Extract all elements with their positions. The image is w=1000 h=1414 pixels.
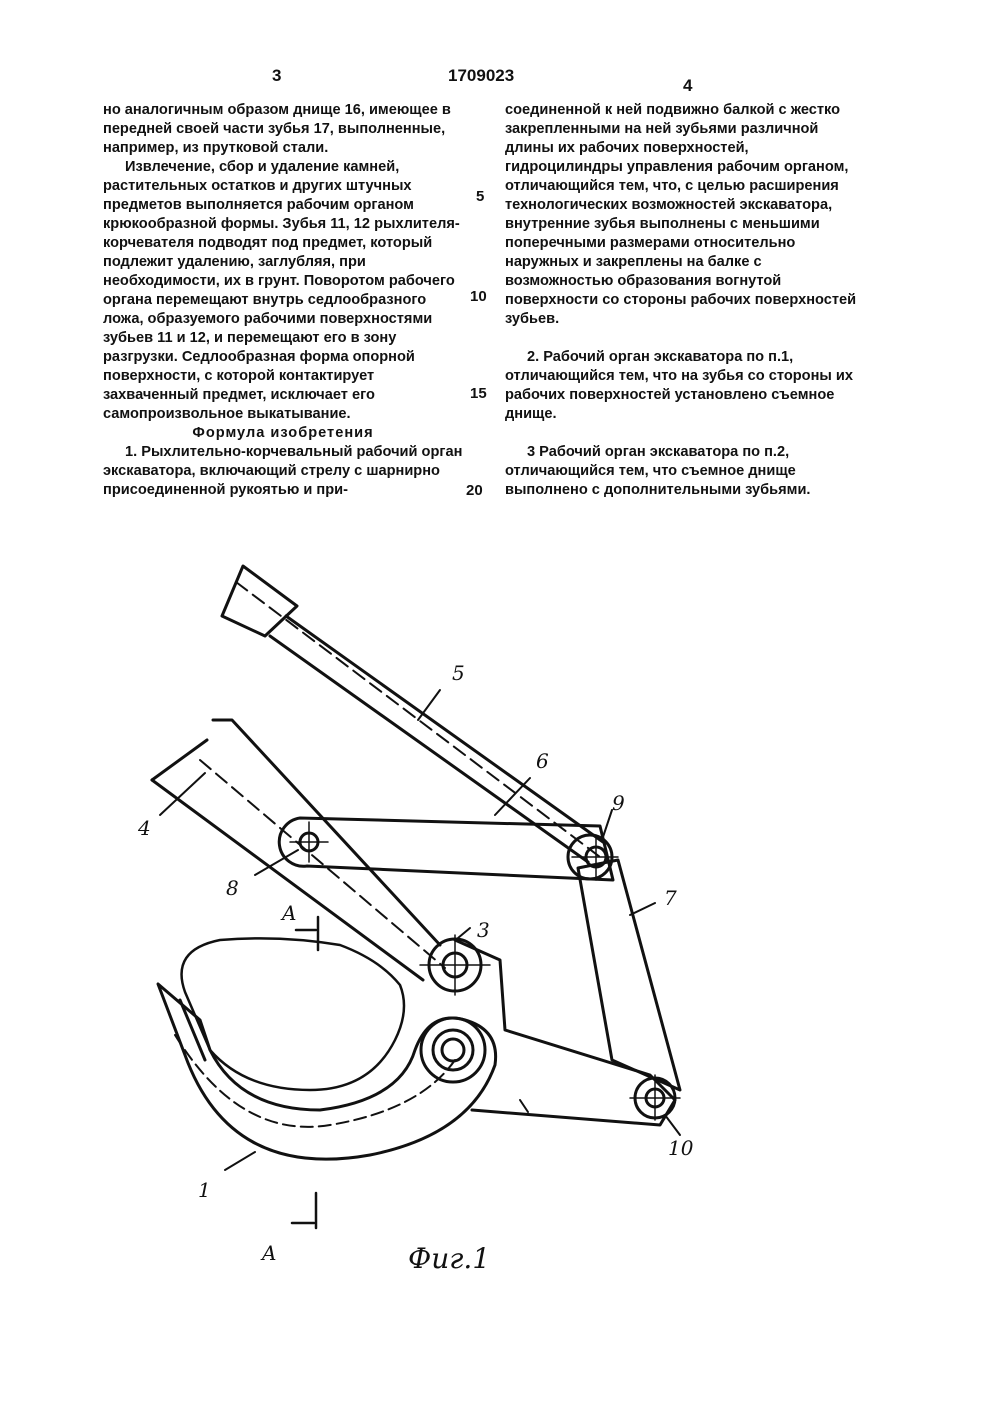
label-1: 1 xyxy=(198,1178,211,1202)
claim-1-start: 1. Рыхлительно-корчевальный рабочий орган экскаватора, включающий стрелу с шарнирно присоединенной рукоятью и при- xyxy=(103,444,463,498)
page-number-right: 4 xyxy=(683,76,693,95)
page-number-left: 3 xyxy=(272,66,282,85)
section-label-top: A xyxy=(282,901,297,925)
label-7: 7 xyxy=(664,886,677,910)
label-3: 3 xyxy=(477,918,490,942)
figure-caption: Фиг.1 xyxy=(408,1242,491,1275)
label-10: 10 xyxy=(668,1136,694,1160)
cylinder-rod-top-edge xyxy=(286,616,603,842)
hook-bucket xyxy=(158,984,496,1159)
claims-heading: Формула изобретения xyxy=(192,425,374,441)
section-label-bottom: A xyxy=(262,1241,277,1265)
claim-2: 2. Рабочий орган экскаватора по п.1, отличающийся тем, что на зубья со стороны их рабочих поверхностей установлено съемное днище. xyxy=(505,349,853,422)
section-marks xyxy=(292,917,318,1228)
left-column xyxy=(103,101,463,500)
main-pin-inner xyxy=(442,1039,464,1061)
right-column xyxy=(505,101,865,500)
frame-tick xyxy=(520,1100,528,1112)
label-9: 9 xyxy=(612,791,625,815)
leader-lines xyxy=(160,690,680,1170)
line-number-20: 20 xyxy=(466,482,483,499)
left-paragraph-2: Извлечение, сбор и удаление камней, растительных остатков и других штучных предметов выполняется рабочим органом крюкообразной формы. Зубья 11, 12 рыхлителя-корчевателя подводят под предмет, который подлежит удалению, заглубляя, при необходимости, их в грунт. Поворотом рабочего органа перемещают внутрь седлообразного ложа, образуемого рабочими поверхностями зубьев 11 и 12, и перемещают его в зону разгрузки. Седлообразная форма опорной поверхности, с которой контактирует захваченный предмет, исключает его самопроизвольное выкатывание. xyxy=(103,159,460,422)
stick-upper-edge xyxy=(213,720,440,945)
label-5: 5 xyxy=(452,661,465,685)
claim-1-continuation: соединенной к ней подвижно балкой с жестко закрепленными на ней зубьями различной длины их рабочих поверхностей, гидроцилиндры управления рабочим органом, отличающийся тем, что, с целью расширения технологических возможностей экскаватора, внутренние зубья выполнены с меньшими поперечными размерами относительно наружных и закреплены на балке с возможностью образования вогнутой поверхности со стороны рабочих поверхностей зубьев. xyxy=(505,102,857,327)
line-number-10: 10 xyxy=(470,288,487,305)
label-4: 4 xyxy=(138,816,151,840)
figure-1-drawing xyxy=(0,540,1000,1414)
main-pin-boss xyxy=(421,1018,485,1082)
line-number-15: 15 xyxy=(470,385,487,402)
stick-break-edge xyxy=(152,740,207,780)
stone-outline xyxy=(182,938,404,1090)
patent-number: 1709023 xyxy=(448,66,515,85)
stick-axis-line xyxy=(200,760,445,968)
line-number-5: 5 xyxy=(476,188,485,205)
label-6: 6 xyxy=(536,749,549,773)
claim-3: 3 Рабочий орган экскаватора по п.2, отличающийся тем, что съемное днище выполнено с дополнительными зубьями. xyxy=(505,444,811,498)
left-paragraph-1: но аналогичным образом днище 16, имеющее в передней своей части зубья 17, выполненные, например, из прутковой стали. xyxy=(103,102,451,156)
label-8: 8 xyxy=(226,876,239,900)
